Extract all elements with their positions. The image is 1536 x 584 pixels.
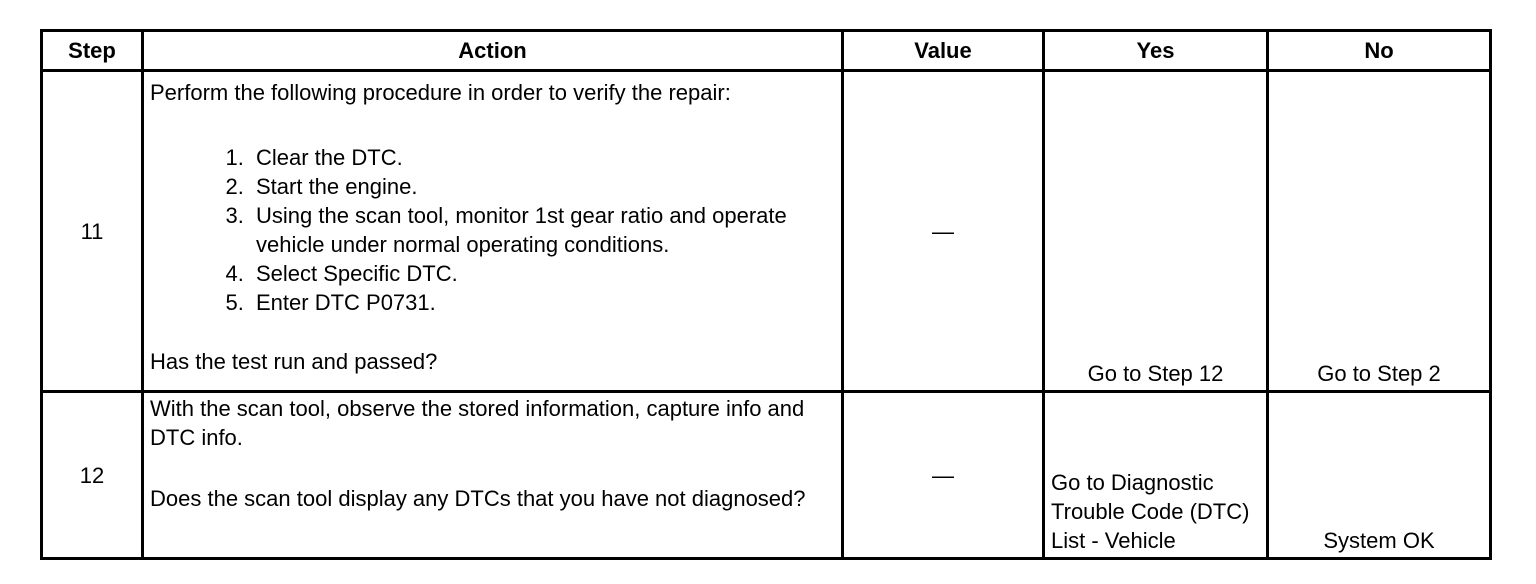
procedure-list — [150, 143, 835, 317]
value-cell: — — [843, 71, 1044, 392]
list-item: 2. Start the engine. — [250, 172, 835, 201]
action-intro: With the scan tool, observe the stored information, capture info and DTC info. — [150, 396, 805, 450]
no-cell: Go to Step 2 — [1268, 71, 1491, 392]
action-question: Does the scan tool display any DTCs that you have not diagnosed? — [150, 486, 806, 511]
diagnostic-table — [40, 29, 1492, 560]
header-action: Action — [143, 31, 843, 71]
list-item: 1. Clear the DTC. — [250, 143, 835, 172]
header-step: Step — [42, 31, 143, 71]
action-intro: Perform the following procedure in order to verify the repair: — [150, 80, 731, 105]
yes-cell: Go to Diagnostic Trouble Code (DTC) List - Vehicle — [1044, 392, 1268, 559]
header-no: No — [1268, 31, 1491, 71]
list-item: 5. Enter DTC P0731. — [250, 288, 835, 317]
header-row — [42, 31, 1491, 71]
action-cell — [143, 71, 843, 392]
action-cell — [143, 392, 843, 559]
no-cell: System OK — [1268, 392, 1491, 559]
header-value: Value — [843, 31, 1044, 71]
value-cell: — — [843, 392, 1044, 559]
table-row — [42, 392, 1491, 559]
list-item: 3. Using the scan tool, monitor 1st gear ratio and operate vehicle under normal operating conditions. — [250, 201, 835, 259]
table-row — [42, 71, 1491, 392]
header-yes: Yes — [1044, 31, 1268, 71]
list-item: 4. Select Specific DTC. — [250, 259, 835, 288]
action-question: Has the test run and passed? — [150, 349, 438, 374]
step-number: 11 — [42, 71, 143, 392]
step-number: 12 — [42, 392, 143, 559]
yes-cell: Go to Step 12 — [1044, 71, 1268, 392]
